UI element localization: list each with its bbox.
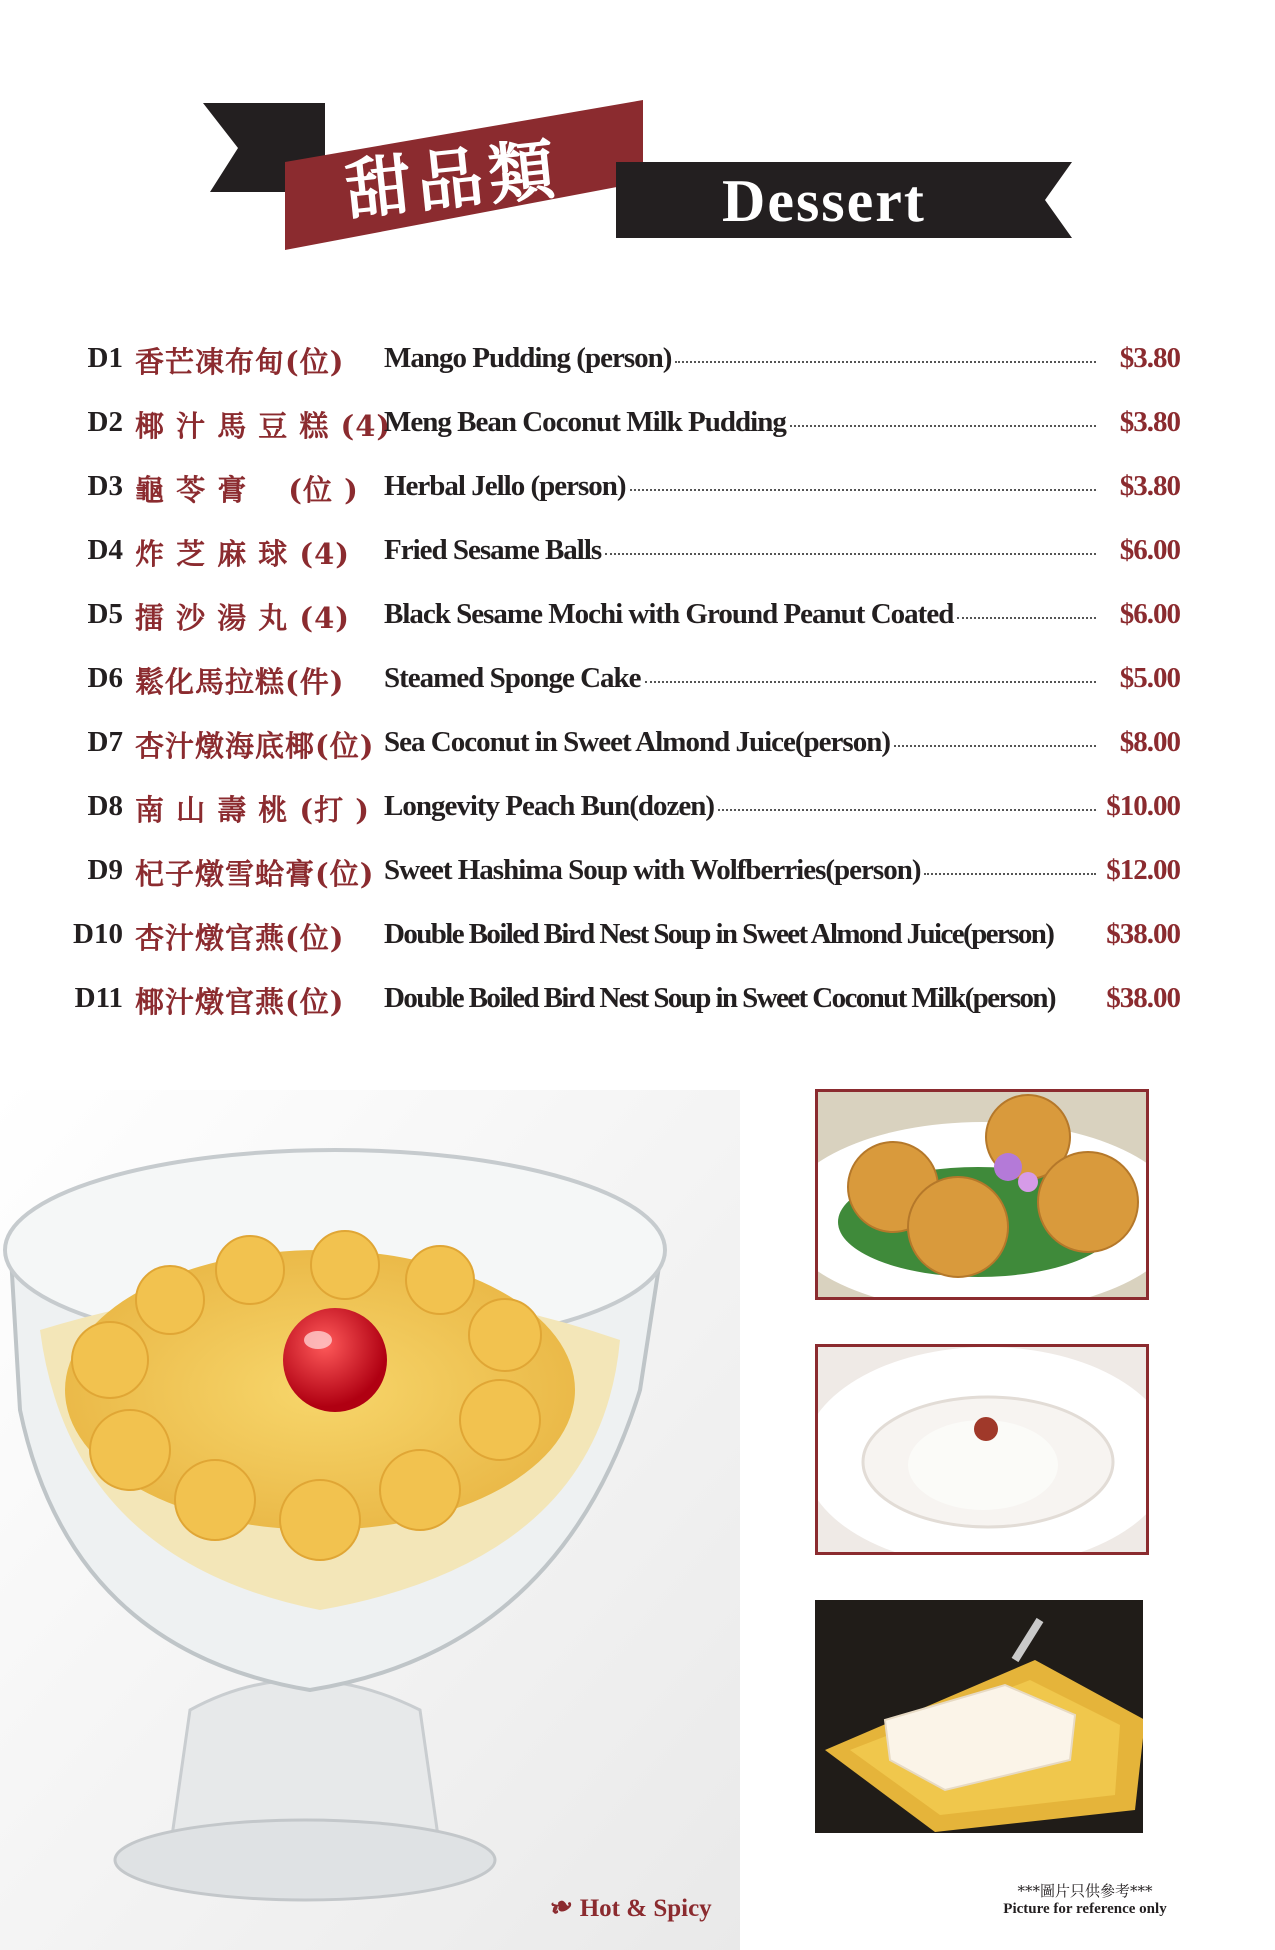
- item-name-chinese: 龜 苓 膏 (位 ): [135, 473, 359, 507]
- item-name-chinese: 炸 芝 麻 球 (4): [135, 537, 351, 571]
- hot-spicy-label: Hot & Spicy: [579, 1895, 712, 1922]
- item-name-chinese: 椰 汁 馬 豆 糕 (4): [135, 409, 392, 443]
- reference-note-chinese: ***圖片只供參考***: [1017, 1882, 1153, 1900]
- item-name-english: Sweet Hashima Soup with Wolfberries(person): [384, 854, 921, 886]
- menu-item-d5: [0, 594, 1275, 644]
- item-price: $6.00: [1119, 598, 1180, 630]
- item-name-chinese: 擂 沙 湯 丸 (4): [135, 601, 351, 635]
- title-chinese: 甜品類: [341, 129, 565, 230]
- item-code: D4: [87, 534, 123, 566]
- menu-item-d8: [0, 786, 1275, 836]
- item-code: D5: [87, 598, 123, 630]
- item-name-english: Herbal Jello (person): [384, 470, 626, 502]
- item-price: $3.80: [1119, 406, 1180, 438]
- item-name-english: Meng Bean Coconut Milk Pudding: [384, 406, 786, 438]
- dot-leader: [675, 361, 1096, 363]
- menu-item-d1: [0, 338, 1275, 388]
- item-name-chinese: 南 山 壽 桃 (打 ): [135, 793, 370, 827]
- item-price: $38.00: [1106, 982, 1180, 1014]
- dot-leader: [630, 489, 1096, 491]
- sesame-balls-photo: [815, 1089, 1149, 1300]
- item-name-chinese: 杏汁燉海底椰(位): [135, 729, 375, 763]
- item-code: D8: [87, 790, 123, 822]
- item-code: D2: [87, 406, 123, 438]
- item-name-english: Sea Coconut in Sweet Almond Juice(person): [384, 726, 890, 758]
- item-code: D3: [87, 470, 123, 502]
- item-price: $3.80: [1119, 342, 1180, 374]
- hot-spicy-legend: [545, 1888, 712, 1927]
- dot-leader: [645, 681, 1096, 683]
- item-name-english: Fried Sesame Balls: [384, 534, 602, 566]
- item-price: $10.00: [1106, 790, 1180, 822]
- dot-leader: [924, 873, 1096, 875]
- item-name-english: Double Boiled Bird Nest Soup in Sweet Coconut Milk(person): [384, 982, 1055, 1014]
- dot-leader: [605, 553, 1096, 555]
- menu-item-d9: [0, 850, 1275, 900]
- dot-leader: [894, 745, 1096, 747]
- item-name-english: Longevity Peach Bun(dozen): [384, 790, 715, 822]
- menu-item-d10: [0, 914, 1275, 964]
- banner-ribbons: [0, 0, 1275, 270]
- dot-leader: [718, 809, 1096, 811]
- item-name-chinese: 香芒凍布甸(位): [135, 345, 345, 379]
- item-price: $3.80: [1119, 470, 1180, 502]
- menu-item-d11: [0, 978, 1275, 1028]
- menu-item-d3: [0, 466, 1275, 516]
- item-price: $6.00: [1119, 534, 1180, 566]
- item-name-chinese: 鬆化馬拉糕(件): [135, 665, 345, 699]
- item-price: $8.00: [1119, 726, 1180, 758]
- item-price: $12.00: [1106, 854, 1180, 886]
- almond-tofu-photo: [815, 1600, 1143, 1833]
- item-code: D7: [87, 726, 123, 758]
- header-banner: [0, 0, 1275, 270]
- item-name-english: Steamed Sponge Cake: [384, 662, 641, 694]
- item-name-english: Double Boiled Bird Nest Soup in Sweet Almond Juice(person): [384, 918, 1054, 950]
- bird-nest-soup-photo: [815, 1344, 1149, 1555]
- menu-item-d6: [0, 658, 1275, 708]
- item-code: D10: [73, 918, 123, 950]
- item-name-chinese: 杞子燉雪蛤膏(位): [135, 857, 375, 891]
- item-code: D11: [74, 982, 123, 1014]
- item-price: $5.00: [1119, 662, 1180, 694]
- title-english: Dessert: [722, 168, 926, 234]
- item-code: D9: [87, 854, 123, 886]
- item-price: $38.00: [1106, 918, 1180, 950]
- item-name-english: Mango Pudding (person): [384, 342, 672, 374]
- menu-item-d2: [0, 402, 1275, 452]
- menu-item-d4: [0, 530, 1275, 580]
- item-name-chinese: 椰汁燉官燕(位): [135, 985, 345, 1019]
- menu-item-d7: [0, 722, 1275, 772]
- item-name-english: Black Sesame Mochi with Ground Peanut Coated: [384, 598, 954, 630]
- dot-leader: [957, 617, 1096, 619]
- item-name-chinese: 杏汁燉官燕(位): [135, 921, 345, 955]
- dot-leader: [790, 425, 1096, 427]
- reference-note: [985, 1880, 1185, 1918]
- reference-note-english: Picture for reference only: [1003, 1901, 1167, 1917]
- mango-pudding-photo: [0, 1090, 740, 1950]
- chili-pepper-icon: ❧: [545, 1888, 579, 1927]
- item-code: D6: [87, 662, 123, 694]
- item-code: D1: [87, 342, 123, 374]
